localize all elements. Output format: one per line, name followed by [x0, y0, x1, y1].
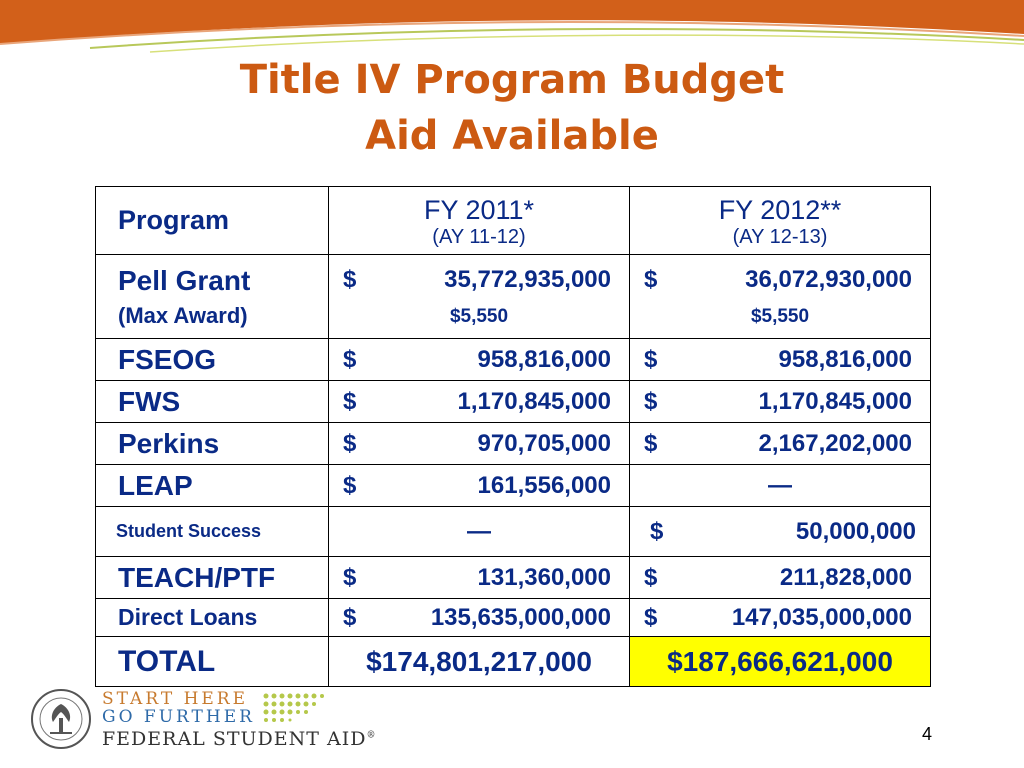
amount-value: 35,772,935,000 — [444, 265, 611, 293]
total-fy2011: $174,801,217,000 — [329, 637, 630, 687]
header-ay2011-label: (AY 11-12) — [432, 225, 526, 248]
table-row — [96, 339, 931, 381]
fy2012-cell — [630, 339, 931, 381]
program-name: Perkins — [96, 423, 329, 465]
dollar-sign: $ — [343, 265, 357, 293]
amount-value: 1,170,845,000 — [758, 387, 912, 415]
slide-title-line2: Aid Available — [365, 113, 659, 159]
program-name: Pell Grant — [118, 264, 251, 296]
table-header-row — [96, 187, 931, 255]
logo-federal-student-aid — [102, 728, 376, 750]
amount-value: 131,360,000 — [477, 563, 611, 591]
program-name: TEACH/PTF — [96, 557, 329, 599]
dollar-sign: $ — [343, 471, 357, 499]
header-fy2011-label: FY 2011* — [423, 194, 535, 225]
fy2011-cell — [329, 465, 630, 507]
logo-dot-grid-icon — [260, 690, 340, 726]
header-swoosh — [0, 0, 1024, 60]
fy2011-cell — [329, 339, 630, 381]
table-row — [96, 465, 931, 507]
header-program: Program — [96, 187, 329, 255]
logo-go-further: GO FURTHER — [102, 707, 255, 727]
program-name: Student Success — [96, 507, 329, 557]
department-of-education-seal-icon — [30, 688, 92, 750]
total-row — [96, 637, 931, 687]
fy2012-cell — [630, 381, 931, 423]
fy2012-cell — [630, 255, 931, 339]
dollar-sign: $ — [343, 603, 357, 631]
amount-value: 211,828,000 — [779, 563, 912, 591]
header-fy2012-label: FY 2012** — [718, 194, 842, 225]
amount-value: 147,035,000,000 — [731, 603, 912, 631]
fy2011-empty-dash: — — [329, 507, 630, 557]
header-ay2012-label: (AY 12-13) — [732, 225, 828, 248]
amount-value: 161,556,000 — [477, 471, 611, 499]
dollar-sign: $ — [343, 345, 357, 373]
total-fy2012-highlighted: $187,666,621,000 — [630, 637, 931, 687]
fy2012-cell — [630, 507, 931, 557]
registered-mark: ® — [366, 730, 377, 741]
dollar-sign: $ — [343, 563, 357, 591]
fy2012-cell — [630, 599, 931, 637]
program-name: FWS — [96, 381, 329, 423]
dollar-sign: $ — [644, 603, 658, 631]
dollar-sign: $ — [644, 345, 658, 373]
fy2012-cell — [630, 423, 931, 465]
dollar-sign: $ — [644, 387, 658, 415]
logo-start-here: START HERE — [102, 689, 249, 709]
slide-title-line1: Title IV Program Budget — [239, 57, 785, 103]
table-row — [96, 557, 931, 599]
amount-value: 958,816,000 — [477, 345, 611, 373]
amount-value: 970,705,000 — [477, 429, 611, 457]
fy2011-cell — [329, 599, 630, 637]
program-name: Direct Loans — [96, 599, 329, 637]
program-name: LEAP — [96, 465, 329, 507]
table-row — [96, 423, 931, 465]
table-row — [96, 255, 931, 339]
fy2011-cell — [329, 423, 630, 465]
dollar-sign: $ — [343, 387, 357, 415]
dollar-sign: $ — [644, 563, 658, 591]
fy2012-cell — [630, 557, 931, 599]
fy2011-cell — [329, 557, 630, 599]
amount-value: 2,167,202,000 — [758, 429, 912, 457]
amount-value: 135,635,000,000 — [430, 603, 611, 631]
page-number: 4 — [922, 724, 933, 744]
fy2012-empty-dash: — — [630, 465, 931, 507]
dollar-sign: $ — [650, 517, 664, 545]
table-row — [96, 507, 931, 557]
max-award-value: $5,550 — [449, 305, 509, 327]
program-cell — [96, 255, 329, 339]
header-fy2011 — [329, 187, 630, 255]
program-subtitle: (Max Award) — [118, 302, 248, 328]
amount-value: 958,816,000 — [778, 345, 912, 373]
program-name: FSEOG — [96, 339, 329, 381]
table-row — [96, 381, 931, 423]
amount-value: 50,000,000 — [795, 517, 916, 545]
dollar-sign: $ — [343, 429, 357, 457]
budget-table — [95, 186, 931, 687]
amount-value: 1,170,845,000 — [457, 387, 611, 415]
dollar-sign: $ — [644, 429, 658, 457]
amount-value: 36,072,930,000 — [745, 265, 912, 293]
fy2011-cell — [329, 255, 630, 339]
max-award-value: $5,550 — [750, 305, 810, 327]
fy2011-cell — [329, 381, 630, 423]
table-row — [96, 599, 931, 637]
total-label: TOTAL — [96, 637, 329, 687]
header-fy2012 — [630, 187, 931, 255]
dollar-sign: $ — [644, 265, 658, 293]
logo-fsa-text: FEDERAL STUDENT AID — [102, 728, 367, 750]
